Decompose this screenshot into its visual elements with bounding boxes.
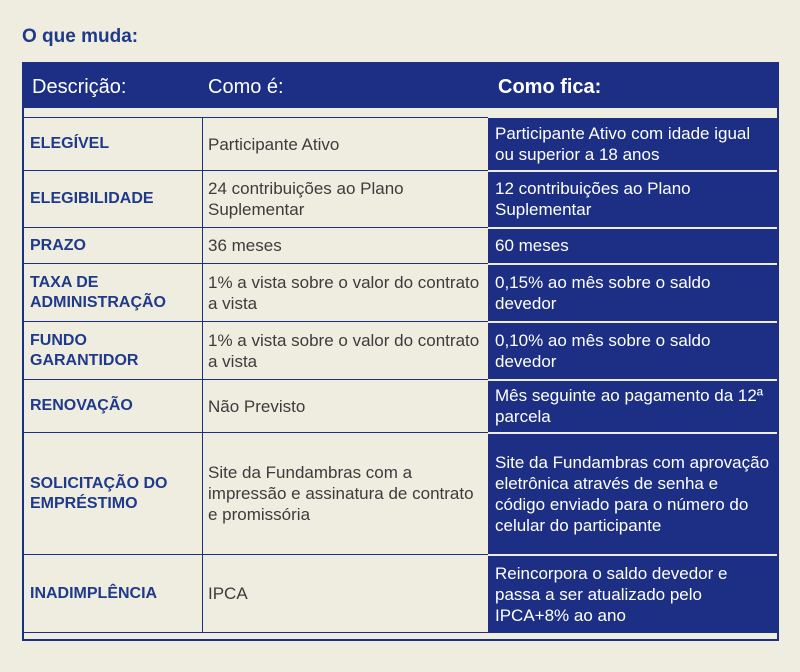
- table-row: [24, 228, 777, 264]
- table-row: [24, 171, 777, 228]
- row-label: TAXA DE ADMINISTRAÇÃO: [24, 264, 203, 322]
- row-label: RENOVAÇÃO: [24, 380, 203, 433]
- row-new: 0,10% ao mês sobre o saldo devedor: [488, 322, 777, 380]
- row-new: Site da Fundambras com aprovação eletrônica através de senha e código enviado para o número do celular do participante: [488, 433, 777, 555]
- row-new: Reincorpora o saldo devedor e passa a ser atualizado pelo IPCA+8% ao ano: [488, 555, 777, 633]
- row-current: Não Previsto: [203, 380, 489, 433]
- row-label: FUNDO GARANTIDOR: [24, 322, 203, 380]
- table-row: [24, 433, 777, 555]
- comparison-table: [24, 117, 777, 633]
- row-label: INADIMPLÊNCIA: [24, 555, 203, 633]
- table-row: [24, 555, 777, 633]
- row-new: 12 contribuições ao Plano Suplementar: [488, 171, 777, 228]
- table-header: [22, 62, 779, 108]
- row-current: IPCA: [203, 555, 489, 633]
- table-row: [24, 322, 777, 380]
- page-title: O que muda:: [22, 26, 139, 47]
- row-label: ELEGÍVEL: [24, 118, 203, 171]
- row-new: Mês seguinte ao pagamento da 12ª parcela: [488, 380, 777, 433]
- row-current: 36 meses: [203, 228, 489, 264]
- row-current: 24 contribuições ao Plano Suplementar: [203, 171, 489, 228]
- header-current: Como é:: [208, 76, 284, 98]
- row-new: Participante Ativo com idade igual ou superior a 18 anos: [488, 118, 777, 171]
- table-row: [24, 118, 777, 171]
- table-row: [24, 264, 777, 322]
- row-current: Participante Ativo: [203, 118, 489, 171]
- row-label: SOLICITAÇÃO DO EMPRÉSTIMO: [24, 433, 203, 555]
- row-current: 1% a vista sobre o valor do contrato a vista: [203, 322, 489, 380]
- row-current: Site da Fundambras com a impressão e assinatura de contrato e promissória: [203, 433, 489, 555]
- row-label: ELEGIBILIDADE: [24, 171, 203, 228]
- header-description: Descrição:: [32, 76, 127, 98]
- row-current: 1% a vista sobre o valor do contrato a vista: [203, 264, 489, 322]
- row-new: 60 meses: [488, 228, 777, 264]
- table-row: [24, 380, 777, 433]
- row-label: PRAZO: [24, 228, 203, 264]
- header-new: Como fica:: [498, 76, 602, 98]
- row-new: 0,15% ao mês sobre o saldo devedor: [488, 264, 777, 322]
